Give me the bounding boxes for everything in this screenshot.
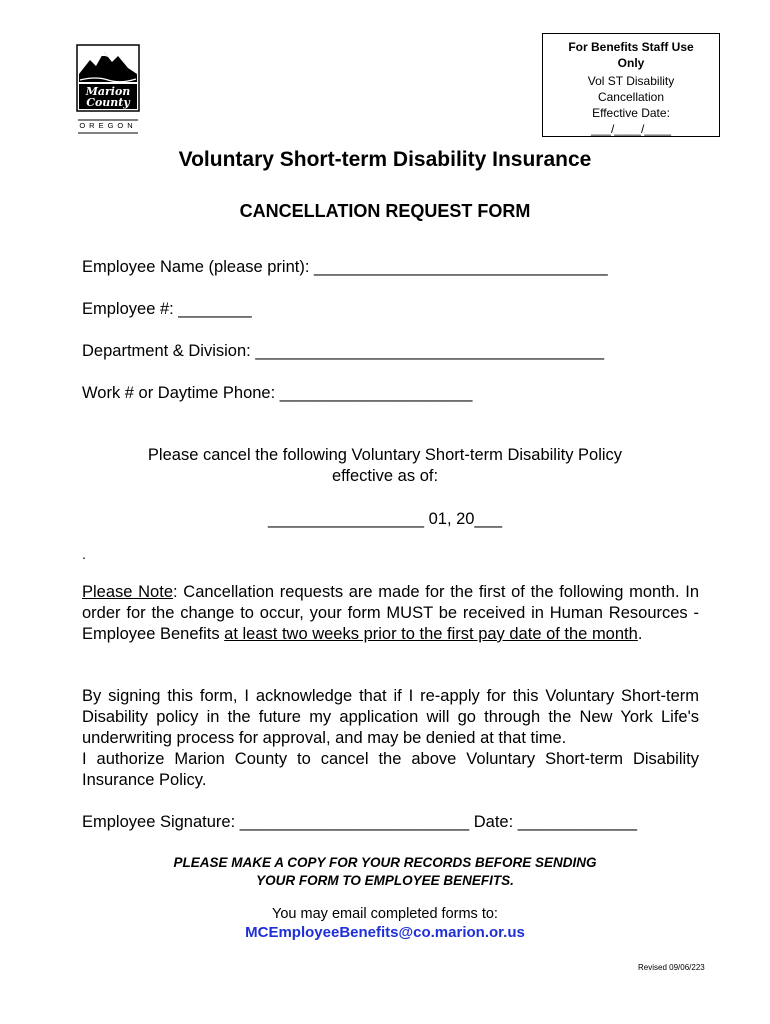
logo-name-line1: Marion	[85, 85, 131, 98]
effective-date-field[interactable]: _________________ 01, 20___	[268, 510, 502, 528]
marion-county-logo	[76, 44, 140, 136]
acknowledgement-text1: By signing this form, I acknowledge that if I re-apply for this Voluntary Short-term Disability policy in the future my application will go through the New York Life's underwriting process for approval, and may be denied at that time.	[82, 687, 699, 747]
department-field[interactable]: Department & Division: ______________________________________	[82, 342, 605, 360]
cancel-statement-line1: Please cancel the following Voluntary Short-term Disability Policy	[147, 446, 623, 464]
copy-note	[0, 854, 770, 890]
page-title: Voluntary Short-term Disability Insurance	[178, 148, 592, 171]
staff-box-line2: Cancellation	[597, 90, 665, 104]
staff-box-line3: Effective Date:	[592, 106, 670, 120]
copy-note-line2: YOUR FORM TO EMPLOYEE BENEFITS.	[256, 873, 514, 888]
acknowledgement-text2: I authorize Marion County to cancel the above Voluntary Short-term Disability Insurance Policy.	[82, 750, 699, 789]
email-link[interactable]: MCEmployeeBenefits@co.marion.or.us	[245, 924, 525, 941]
note-label: Please Note	[82, 583, 173, 601]
logo-state: OREGON	[79, 121, 137, 130]
acknowledgement-paragraph	[82, 686, 699, 791]
note-paragraph	[82, 582, 699, 645]
note-text2: .	[637, 625, 643, 643]
staff-box-line4: ___/____/____	[590, 122, 672, 136]
staff-box-heading: For Benefits Staff Use Only	[568, 40, 694, 70]
signature-date-field[interactable]: Employee Signature: _________________________ Date: _____________	[82, 813, 638, 831]
cancel-statement-line2: effective as of:	[331, 467, 439, 485]
staff-use-box	[542, 33, 720, 137]
logo-name-line2: County	[86, 96, 130, 109]
staff-box-line1: Vol ST Disability	[587, 74, 675, 88]
employee-name-field[interactable]: Employee Name (please print): ________________________________	[82, 258, 608, 276]
email-intro: You may email completed forms to:	[272, 906, 498, 922]
phone-field[interactable]: Work # or Daytime Phone: _____________________	[82, 384, 473, 402]
revision-date: Revised 09/06/223	[638, 963, 705, 972]
copy-note-line1: PLEASE MAKE A COPY FOR YOUR RECORDS BEFORE SENDING	[173, 855, 597, 870]
employee-number-field[interactable]: Employee #: ________	[82, 300, 252, 318]
form-subtitle: CANCELLATION REQUEST FORM	[239, 201, 531, 221]
note-underlined: at least two weeks prior to the first pay date of the month	[224, 625, 638, 643]
stray-dot: .	[82, 546, 86, 562]
note-text1: : Cancellation requests are made for the first of the following month. In order for the change to occur, your form MUST be received in Human Resources - Employee Benefits	[82, 583, 699, 643]
